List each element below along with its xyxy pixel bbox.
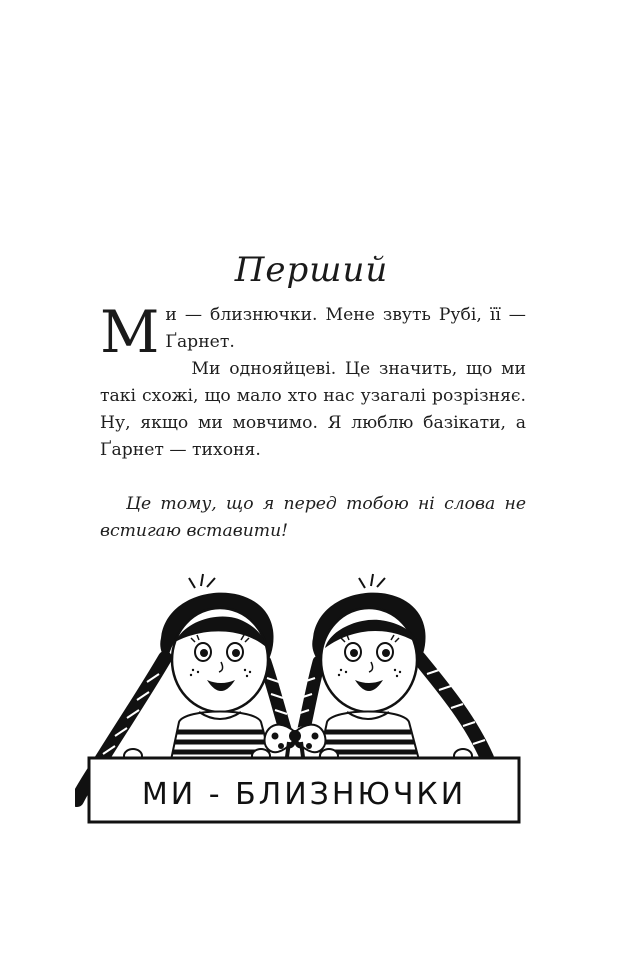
body-text bbox=[100, 298, 526, 545]
paragraph-2: Ми однояйцеві. Це значить, що ми такі схожі, що мало хто нас узагалі розрізняє. Ну, якщо ми мовчимо. Я люблю базікати, а Ґарнет — тихоня. bbox=[100, 359, 526, 460]
twins-illustration bbox=[75, 562, 535, 834]
paragraph-3: Це тому, що я перед тобою ні слова не встигаю вставити! bbox=[100, 494, 526, 541]
paragraph-1-text: и — близнючки. Мене звуть Рубі, її — Ґарнет. bbox=[165, 305, 526, 352]
paragraph-gap bbox=[100, 464, 526, 491]
drop-cap: М bbox=[100, 298, 160, 366]
paragraph-1 bbox=[100, 298, 526, 366]
sign-text: МИ - БЛИЗНЮЧКИ bbox=[141, 777, 467, 812]
chapter-title: Перший bbox=[234, 250, 389, 290]
sign-board bbox=[89, 758, 519, 822]
